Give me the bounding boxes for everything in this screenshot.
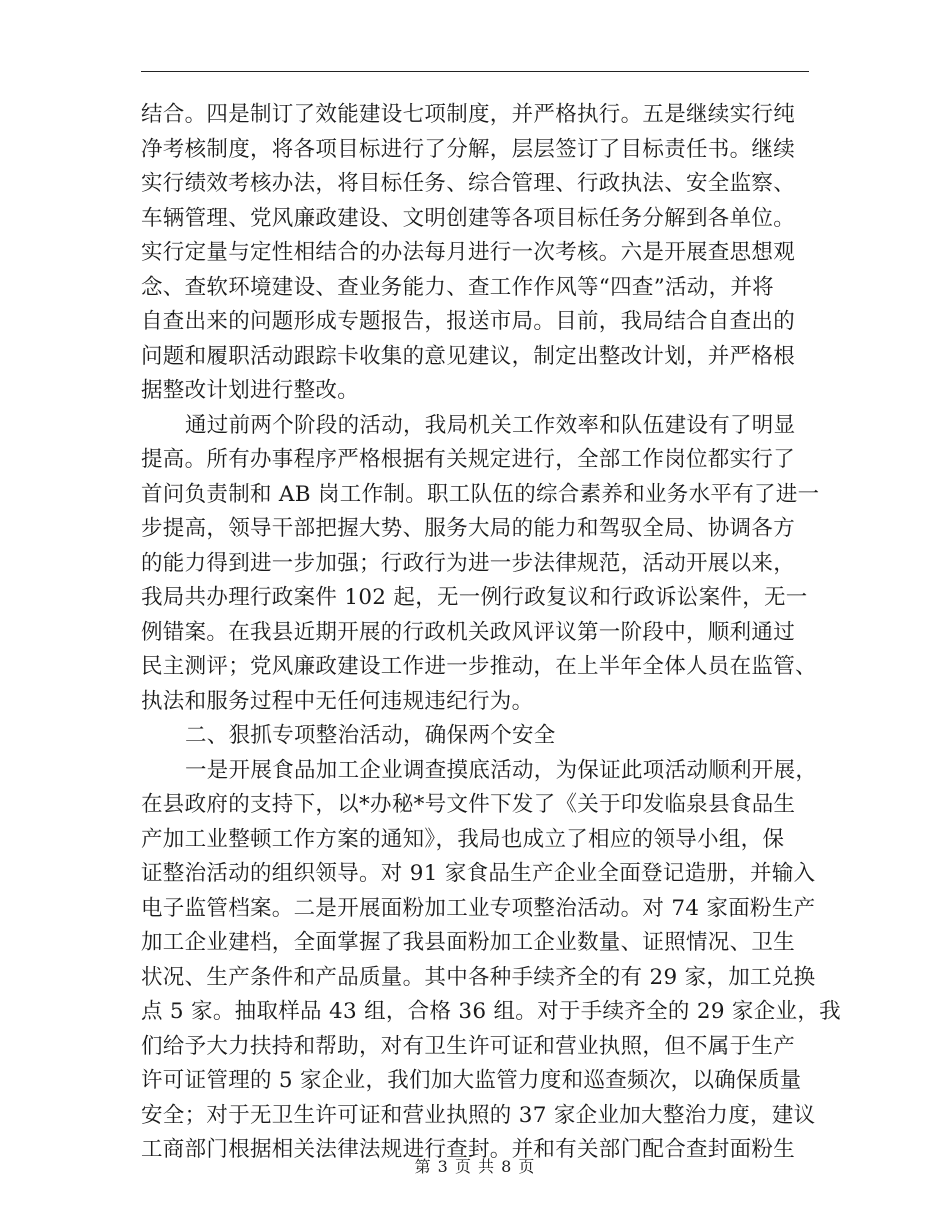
text-line: 工商部门根据相关法律法规进行查封。并和有关部门配合查封面粉生	[141, 1137, 796, 1162]
text-line: 步提高，领导干部把握大势、服务大局的能力和驾驭全局、协调各方	[141, 516, 796, 541]
text-line: 们给予大力扶持和帮助，对有卫生许可证和营业执照，但不属于生产	[141, 1033, 796, 1059]
text-line: 许可证管理的 5 家企业，我们加大监管力度和巡查频次，以确保质量	[141, 1068, 802, 1093]
text-line: 自查出来的问题形成专题报告，报送市局。目前，我局结合自查出的	[141, 309, 796, 334]
text-line: 的能力得到进一步加强；行政行为进一步法律规范，活动开展以来，	[141, 550, 796, 576]
text-line: 据整改计划进行整改。	[141, 378, 360, 403]
page-number: 第 3 页 共 8 页	[414, 1157, 536, 1176]
text-line: 车辆管理、党风廉政建设、文明创建等各项目标任务分解到各单位。	[141, 205, 796, 231]
text-line: 通过前两个阶段的活动，我局机关工作效率和队伍建设有了明显	[185, 412, 796, 438]
text-line: 加工企业建档，全面掌握了我县面粉加工企业数量、证照情况、卫生	[141, 930, 796, 955]
text-line: 实行绩效考核办法，将目标任务、综合管理、行政执法、安全监察、	[141, 171, 796, 196]
text-line: 例错案。在我县近期开展的行政机关政风评议第一阶段中，顺利通过	[141, 619, 796, 645]
text-line: 执法和服务过程中无任何违规违纪行为。	[141, 688, 534, 714]
text-line: 我局共办理行政案件 102 起，无一例行政复议和行政诉讼案件，无一	[141, 585, 808, 610]
text-line: 证整治活动的组织领导。对 91 家食品生产企业全面登记造册，并输入	[141, 861, 816, 886]
text-line: 净考核制度，将各项目标进行了分解，层层签订了目标责任书。继续	[141, 136, 796, 162]
text-line: 实行定量与定性相结合的办法每月进行一次考核。六是开展查思想观	[141, 240, 796, 265]
text-line: 问题和履职活动跟踪卡收集的意见建议，制定出整改计划，并严格根	[141, 343, 796, 369]
text-line: 点 5 家。抽取样品 43 组，合格 36 组。对于手续齐全的 29 家企业，我	[141, 999, 841, 1024]
text-line: 提高。所有办事程序严格根据有关规定进行，全部工作岗位都实行了	[141, 447, 796, 472]
text-line: 念、查软环境建设、查业务能力、查工作作风等“四查”活动，并将	[141, 274, 774, 300]
text-line: 安全；对于无卫生许可证和营业执照的 37 家企业加大整治力度，建议	[141, 1102, 816, 1128]
text-line: 产加工业整顿工作方案的通知》，我局也成立了相应的领导小组，保	[141, 826, 785, 852]
text-line: 结合。四是制订了效能建设七项制度，并严格执行。五是继续实行纯	[141, 102, 796, 127]
text-line: 民主测评；党风廉政建设工作进一步推动，在上半年全体人员在监管、	[141, 654, 817, 679]
text-line: 状况、生产条件和产品质量。其中各种手续齐全的有 29 家，加工兑换	[141, 964, 816, 990]
text-line: 一是开展食品加工企业调查摸底活动，为保证此项活动顺利开展，	[185, 757, 818, 783]
text-line: 电子监管档案。二是开展面粉加工业专项整治活动。对 74 家面粉生产	[141, 895, 816, 921]
text-line: 在县政府的支持下，以*办秘*号文件下发了《关于印发临泉县食品生	[141, 792, 796, 817]
header-rule	[141, 71, 809, 72]
document-body	[141, 98, 841, 1168]
text-line: 二、狠抓专项整治活动，确保两个安全	[185, 723, 556, 748]
text-line: 首问负责制和 AB 岗工作制。职工队伍的综合素养和业务水平有了进一	[141, 481, 820, 507]
